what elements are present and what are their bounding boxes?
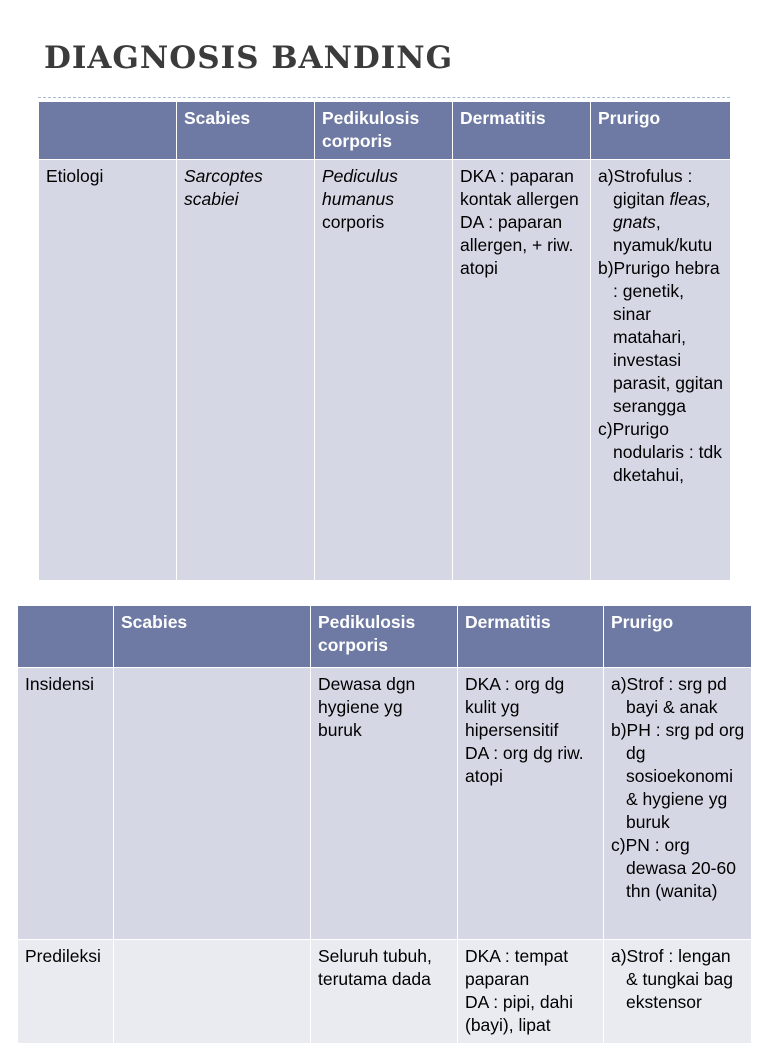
- cell-scabies-etiologi: [177, 160, 315, 581]
- cell-pedikulosis-etiologi: [315, 160, 453, 581]
- cell-dermatitis-etiologi: [453, 160, 591, 581]
- header-cell-pedikulosis: Pedikulosis corporis: [315, 102, 453, 160]
- table-row-predileksi: [18, 940, 752, 1044]
- prurigo-list: [598, 165, 724, 487]
- cell-pedikulosis-etiologi-plain: corporis: [322, 212, 385, 232]
- cell-scabies-predileksi: [114, 940, 311, 1044]
- table-row-insidensi: [18, 668, 752, 940]
- table-row-etiologi: [39, 160, 731, 581]
- dermatitis-line-dka: DKA : tempat paparan: [465, 946, 569, 989]
- prurigo-item-c: c)PN : org dewasa 20-60 thn (wanita): [611, 835, 736, 901]
- prurigo-item-a-italic: fleas, gnats: [613, 189, 712, 232]
- header-cell-prurigo: Prurigo: [591, 102, 731, 160]
- table-header-row: [39, 102, 731, 160]
- dermatitis-line-da: DA : org dg riw. atopi: [465, 743, 584, 786]
- header-cell-empty: [18, 606, 114, 668]
- row-label-etiologi: Etiologi: [39, 160, 177, 581]
- prurigo-item-a: a)Strof : srg pd bayi & anak: [611, 674, 727, 717]
- prurigo-item-a-before: a)Strofulus : gigitan: [598, 166, 693, 209]
- prurigo-item-c: c)Prurigo nodularis : tdk dketahui,: [598, 419, 722, 485]
- title-divider: [38, 97, 730, 98]
- cell-pedikulosis-predileksi: Seluruh tubuh, terutama dada: [311, 940, 458, 1044]
- differential-table-1: [38, 101, 731, 581]
- cell-pedikulosis-insidensi: Dewasa dgn hygiene yg buruk: [311, 668, 458, 940]
- prurigo-item-a: a)Strof : lengan & tungkai bag ekstensor: [611, 946, 734, 1012]
- row-label-predileksi: Predileksi: [18, 940, 114, 1044]
- cell-prurigo-insidensi: [604, 668, 752, 940]
- dermatitis-line-da: DA : paparan allergen, + riw. atopi: [460, 212, 574, 278]
- prurigo-list: [611, 673, 745, 903]
- cell-pedikulosis-etiologi-italic: Pediculus humanus: [322, 166, 398, 209]
- prurigo-item-b: b)Prurigo hebra : genetik, sinar matahari, investasi parasit, ggitan serangga: [598, 258, 723, 416]
- dermatitis-line-dka: DKA : paparan kontak allergen: [460, 166, 579, 209]
- slide-title: DIAGNOSIS BANDING: [44, 40, 454, 76]
- cell-scabies-etiologi-text: Sarcoptes scabiei: [184, 166, 263, 209]
- header-cell-dermatitis: Dermatitis: [453, 102, 591, 160]
- dermatitis-line-dka: DKA : org dg kulit yg hipersensitif: [465, 674, 565, 740]
- cell-scabies-insidensi: [114, 668, 311, 940]
- table-header-row: [18, 606, 752, 668]
- header-cell-scabies: Scabies: [177, 102, 315, 160]
- prurigo-list: [611, 945, 745, 1014]
- prurigo-item-a: [598, 165, 724, 257]
- prurigo-item-a-after: , nyamuk/kutu: [613, 212, 713, 255]
- header-cell-prurigo: Prurigo: [604, 606, 752, 668]
- header-cell-scabies: Scabies: [114, 606, 311, 668]
- cell-prurigo-predileksi: [604, 940, 752, 1044]
- differential-table-2: [17, 605, 752, 1044]
- prurigo-item-b: b)PH : srg pd org dg sosioekonomi & hygiene yg buruk: [611, 720, 745, 832]
- cell-dermatitis-insidensi: [458, 668, 604, 940]
- row-label-insidensi: Insidensi: [18, 668, 114, 940]
- header-cell-empty: [39, 102, 177, 160]
- header-cell-pedikulosis: Pedikulosis corporis: [311, 606, 458, 668]
- header-cell-dermatitis: Dermatitis: [458, 606, 604, 668]
- dermatitis-line-da: DA : pipi, dahi (bayi), lipat: [465, 992, 573, 1035]
- cell-dermatitis-predileksi: [458, 940, 604, 1044]
- cell-prurigo-etiologi: [591, 160, 731, 581]
